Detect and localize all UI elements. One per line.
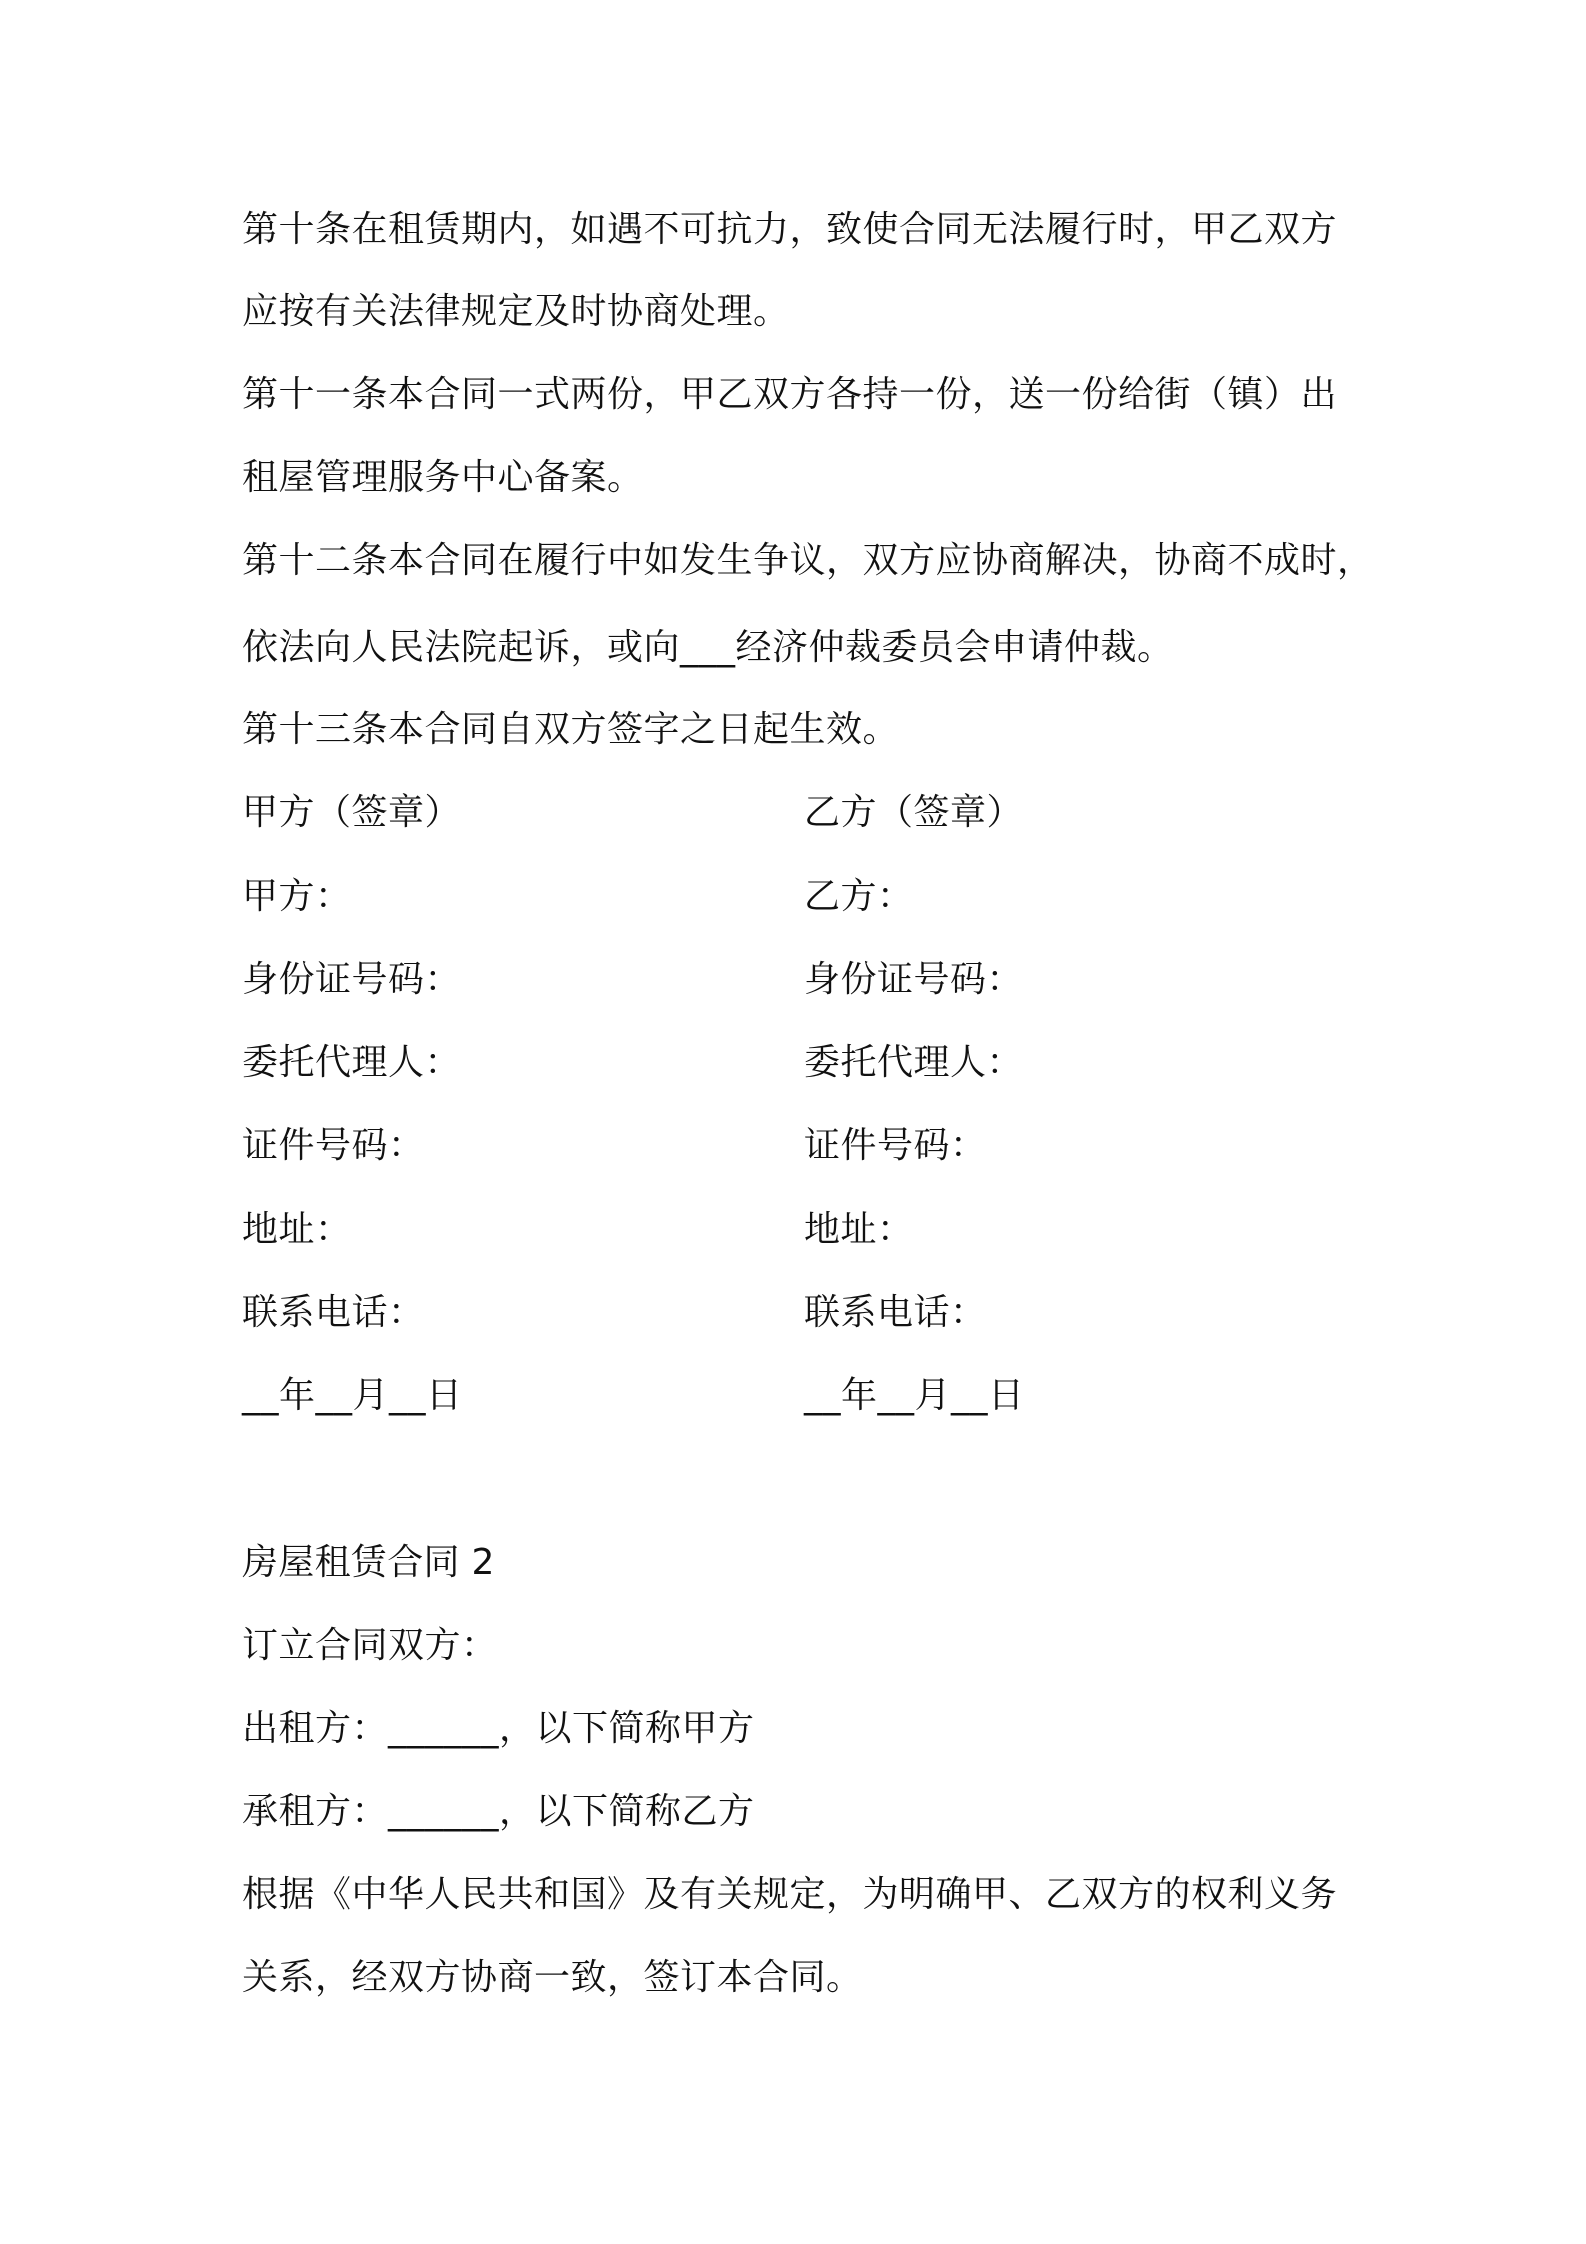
party-a-agent: 委托代理人：	[242, 1042, 462, 1083]
party-a-cert-number: 证件号码：	[242, 1125, 425, 1166]
article-10-line-2: 应按有关法律规定及时协商处理。	[242, 291, 790, 332]
preamble-line-1: 根据《中华人民共和国》及有关规定，为明确甲、乙双方的权利义务	[242, 1874, 1338, 1915]
party-b-seal: 乙方（签章）	[804, 792, 1024, 833]
contract-2-title: 房屋租赁合同 2	[242, 1542, 495, 1583]
preamble-line-2: 关系，经双方协商一致，签订本合同。	[242, 1957, 863, 1998]
article-11-line-2: 租屋管理服务中心备案。	[242, 457, 644, 498]
party-b-phone: 联系电话：	[804, 1292, 987, 1333]
lessor-line: 出租方：______，以下简称甲方	[242, 1708, 755, 1749]
party-b-id-number: 身份证号码：	[804, 959, 1024, 1000]
party-b-cert-number: 证件号码：	[804, 1125, 987, 1166]
article-11-line-1: 第十一条本合同一式两份，甲乙双方各持一份，送一份给街（镇）出	[242, 374, 1338, 415]
party-a-name: 甲方：	[242, 876, 352, 917]
party-a-date: __年__月__日	[242, 1375, 463, 1416]
party-b-date: __年__月__日	[804, 1375, 1025, 1416]
party-b-name: 乙方：	[804, 876, 914, 917]
party-a-id-number: 身份证号码：	[242, 959, 462, 1000]
article-12-line-1: 第十二条本合同在履行中如发生争议，双方应协商解决，协商不成时，	[242, 540, 1374, 581]
party-b-agent: 委托代理人：	[804, 1042, 1024, 1083]
parties-heading: 订立合同双方：	[242, 1625, 498, 1666]
party-b-address: 地址：	[804, 1209, 914, 1250]
party-a-phone: 联系电话：	[242, 1292, 425, 1333]
article-10-line-1: 第十条在租赁期内，如遇不可抗力，致使合同无法履行时，甲乙双方	[242, 209, 1338, 250]
lessee-line: 承租方：______，以下简称乙方	[242, 1791, 755, 1832]
article-13: 第十三条本合同自双方签字之日起生效。	[242, 709, 900, 750]
article-12-line-2: 依法向人民法院起诉，或向___经济仲裁委员会申请仲裁。	[242, 627, 1174, 668]
party-a-address: 地址：	[242, 1209, 352, 1250]
party-a-seal: 甲方（签章）	[242, 792, 462, 833]
